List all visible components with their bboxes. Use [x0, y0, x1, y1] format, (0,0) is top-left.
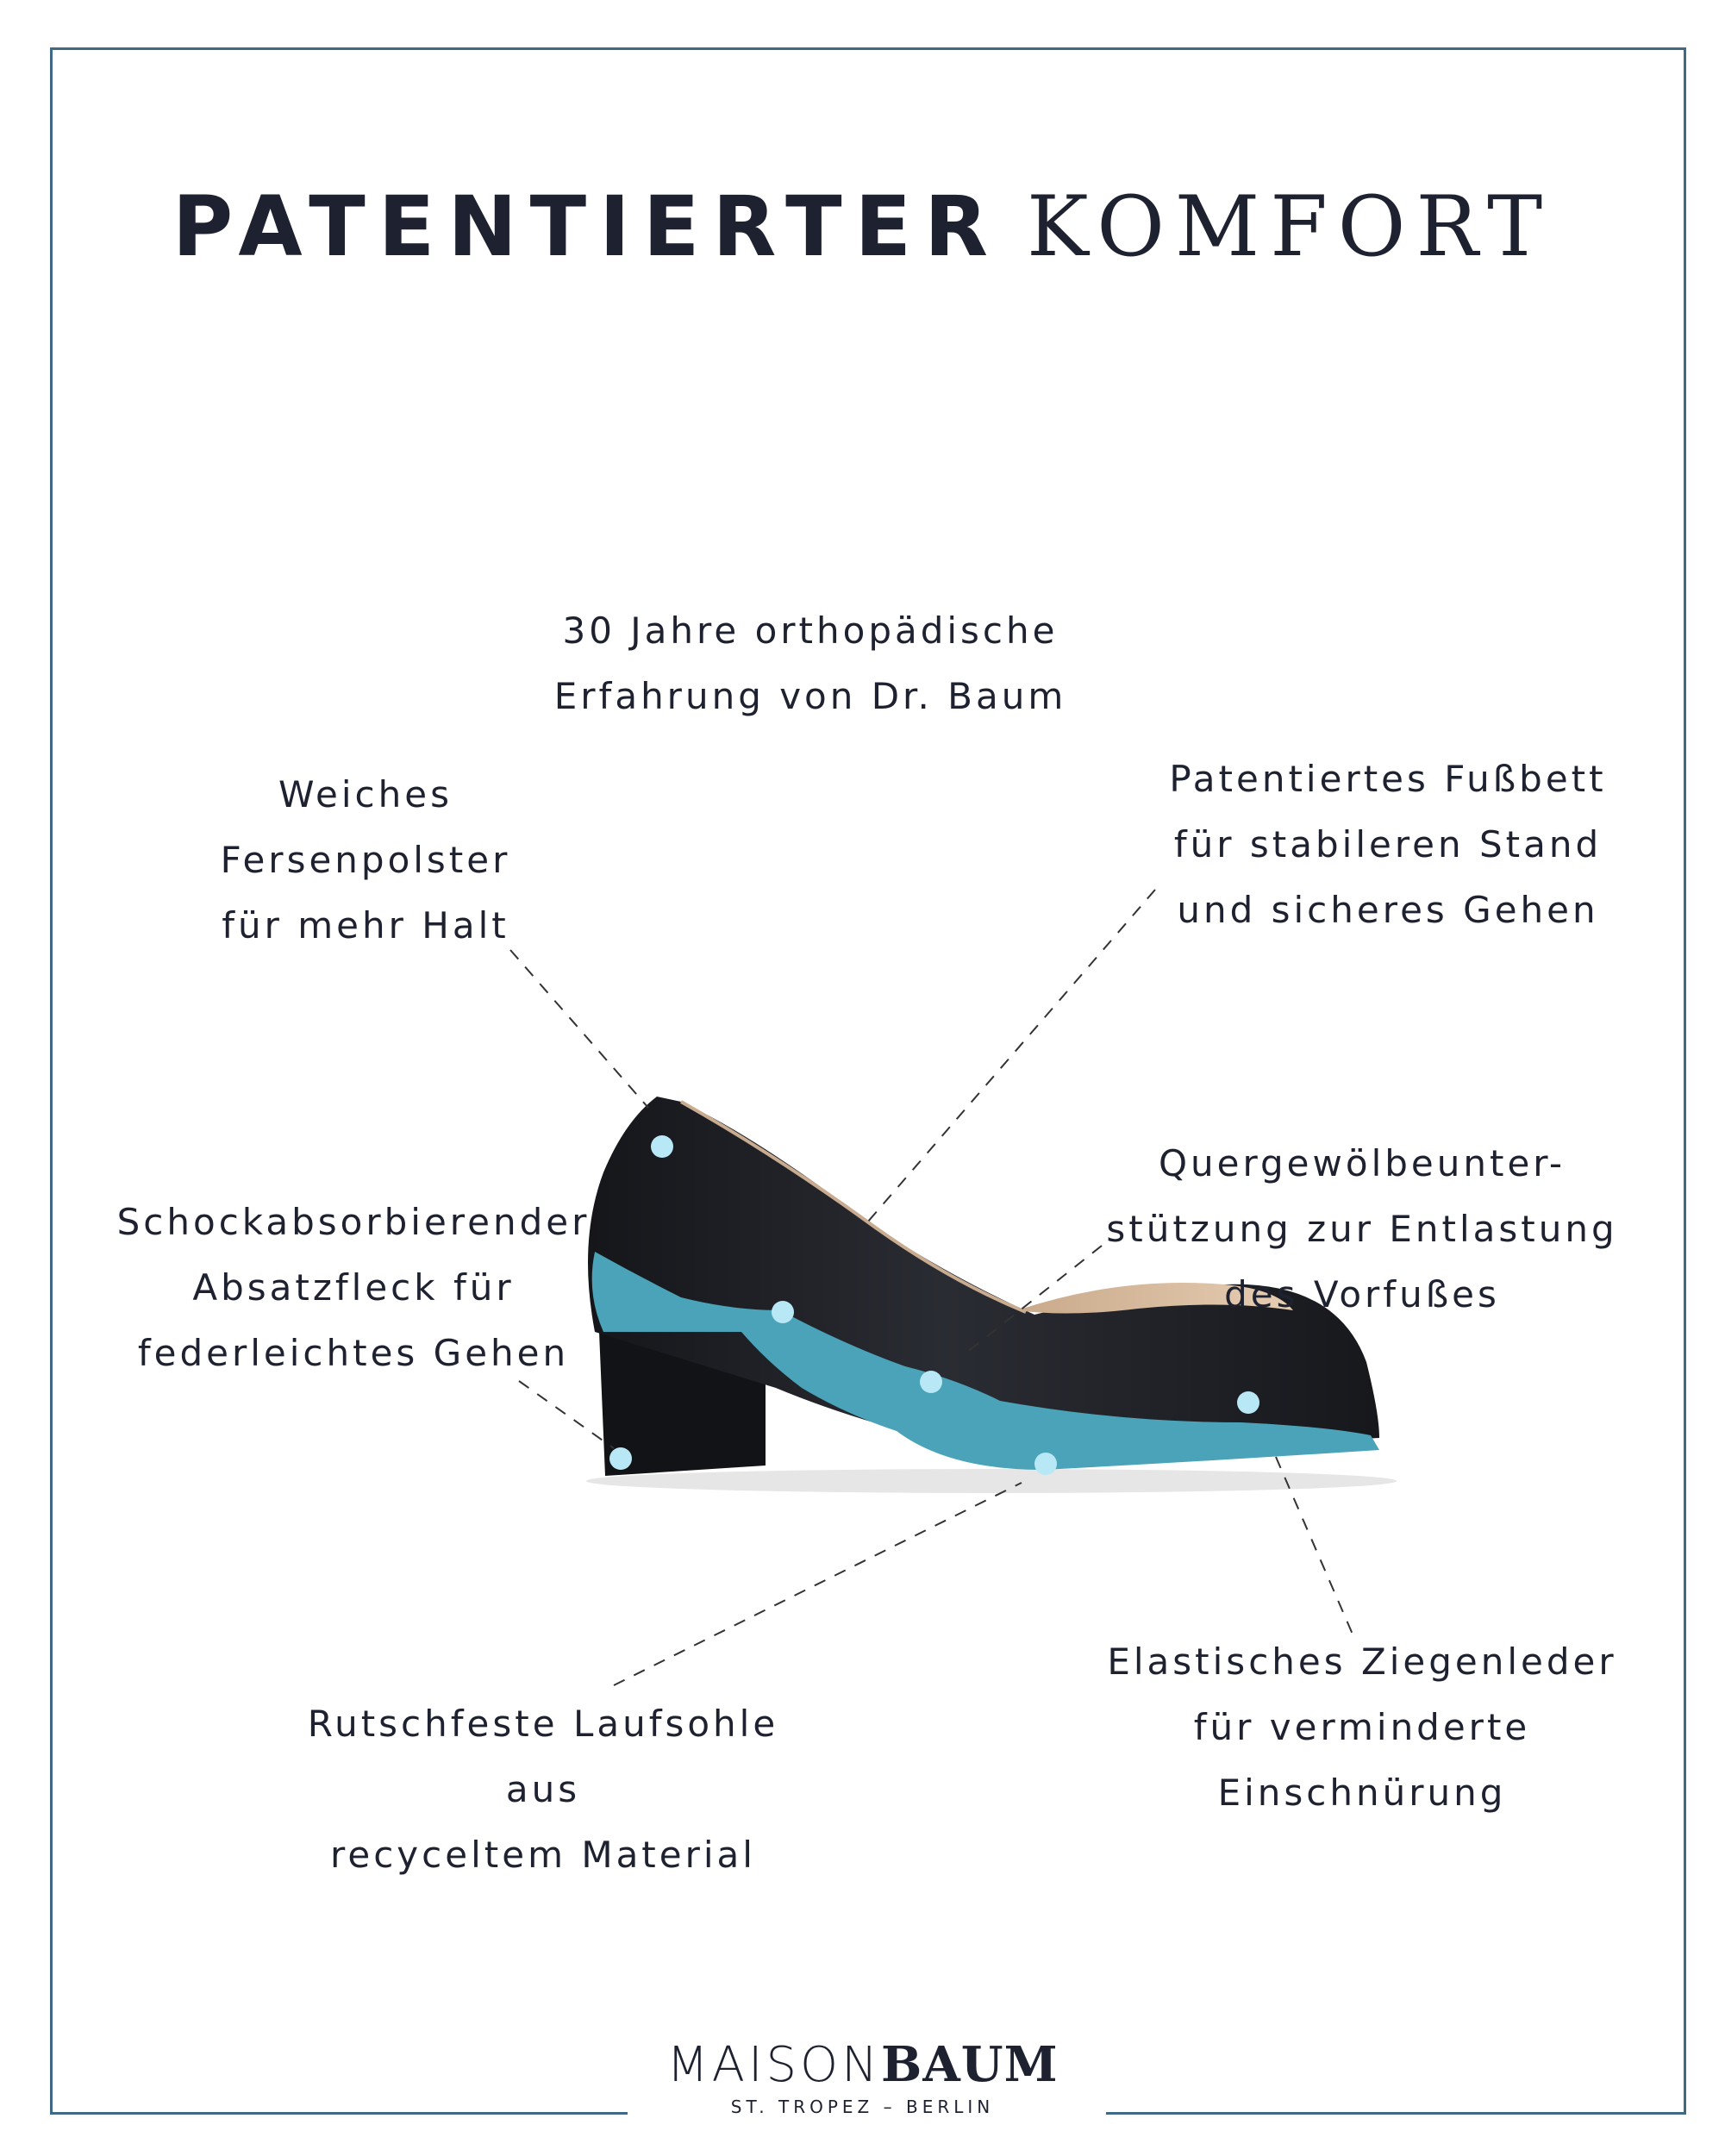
- brand-logo: [0, 2034, 1725, 2096]
- callout-heel-pad: [193, 762, 538, 959]
- callout-leather-line-1: Elastisches Ziegenleder: [1107, 1640, 1617, 1683]
- callout-outsole: [284, 1691, 802, 1888]
- title-part-2: KOMFORT: [1027, 178, 1553, 275]
- callout-arch-support: [1086, 1131, 1638, 1328]
- callout-outsole-line-1: Rutschfeste Laufsohle: [307, 1703, 779, 1745]
- callout-arch-support-line-2: stützung zur Entlastung: [1106, 1208, 1618, 1250]
- callout-heel-pad-line-1: Weiches: [278, 773, 453, 816]
- leader-heel-cap: [519, 1381, 614, 1448]
- callout-footbed-line-1: Patentiertes Fußbett: [1169, 758, 1607, 800]
- title-part-1: PATENTIERTER: [172, 178, 1002, 275]
- callout-arch-support-line-1: Quergewölbeunter-: [1158, 1142, 1566, 1184]
- callout-heel-pad-line-2: Fersenpolster: [220, 839, 511, 881]
- callout-heel-pad-line-3: für mehr Halt: [222, 904, 509, 947]
- marker-dot-heel-cap: [609, 1447, 632, 1470]
- leader-heel-pad: [510, 950, 648, 1108]
- callout-arch-support-line-3: des Vorfußes: [1224, 1273, 1500, 1315]
- marker-dot-footbed: [772, 1301, 794, 1323]
- callout-heel-cap-line-3: federleichtes Gehen: [137, 1332, 570, 1374]
- brand-name-bold: BAUM: [881, 2036, 1059, 2093]
- callout-outsole-line-2: aus: [505, 1768, 581, 1810]
- callout-leather-line-3: Einschnürung: [1217, 1772, 1507, 1814]
- brand-tagline: ST. TROPEZ – BERLIN: [730, 2097, 995, 2117]
- callout-heel-cap-line-1: Schockabsorbierender: [116, 1201, 591, 1243]
- callout-footbed: [1138, 747, 1638, 943]
- marker-dot-leather: [1237, 1391, 1259, 1414]
- leader-outsole: [614, 1483, 1022, 1685]
- callout-experience-line-1: 30 Jahre orthopädische: [562, 609, 1059, 652]
- marker-dot-arch: [920, 1371, 942, 1393]
- floor-shadow: [586, 1469, 1397, 1493]
- brand-name-light: MAISON: [666, 2037, 882, 2093]
- callout-outsole-line-3: recyceltem Material: [330, 1834, 756, 1876]
- callout-leather-line-2: für verminderte: [1193, 1706, 1531, 1748]
- callout-heel-cap-line-2: Absatzfleck für: [192, 1266, 515, 1309]
- callout-footbed-line-2: für stabileren Stand: [1173, 823, 1603, 866]
- marker-dot-heel-pad: [651, 1135, 673, 1158]
- callout-experience: [552, 598, 1069, 729]
- callout-experience-line-2: Erfahrung von Dr. Baum: [553, 675, 1067, 717]
- callout-leather: [1086, 1629, 1638, 1826]
- callout-heel-cap: [103, 1190, 603, 1386]
- marker-dot-outsole: [1034, 1453, 1057, 1475]
- callout-footbed-line-3: und sicheres Gehen: [1177, 889, 1599, 931]
